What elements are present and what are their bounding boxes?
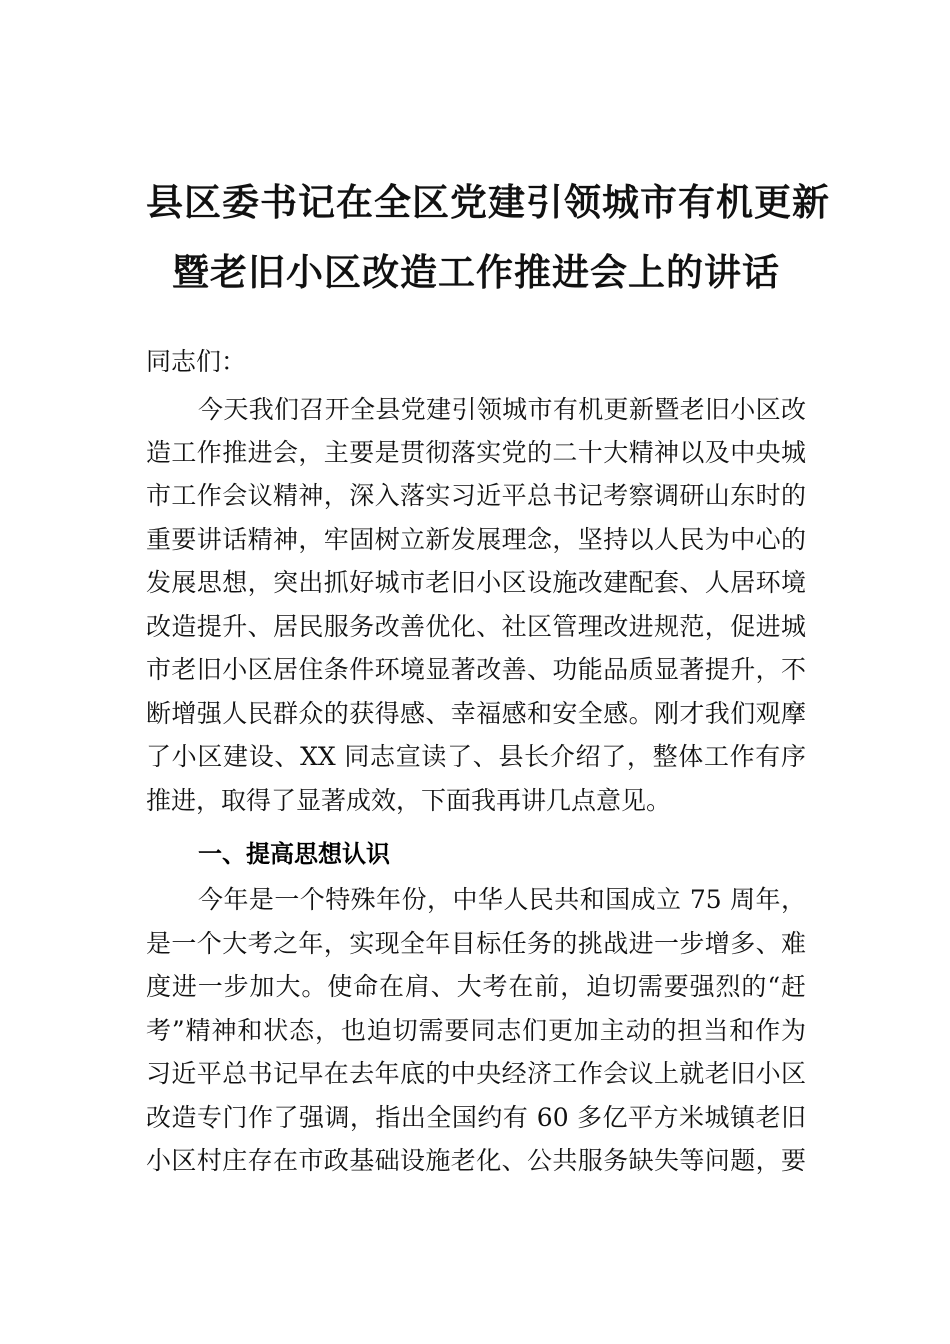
title-line-1: 县区委书记在全区党建引领城市有机更新 [146, 180, 830, 224]
paragraph-line: 度进一步加大。使命在肩、大考在前，迫切需要强烈的“赶 [146, 972, 806, 1001]
paragraph-line: 小区村庄存在市政基础设施老化、公共服务缺失等问题，要 [146, 1146, 806, 1175]
paragraph-line: 市老旧小区居住条件环境显著改善、功能品质显著提升，不 [146, 655, 806, 684]
paragraph-line: 习近平总书记早在去年底的中央经济工作会议上就老旧小区 [146, 1059, 806, 1088]
paragraph-line: 造工作推进会，主要是贯彻落实党的二十大精神以及中央城 [146, 438, 806, 467]
paragraph-line: 了小区建设、XX 同志宣读了、县长介绍了，整体工作有序 [146, 742, 806, 771]
salutation: 同志们： [146, 347, 247, 376]
paragraph-line: 断增强人民群众的获得感、幸福感和安全感。刚才我们观摩 [146, 699, 806, 728]
paragraph-line: 发展思想，突出抓好城市老旧小区设施改建配套、人居环境 [146, 568, 806, 597]
paragraph-line: 今年是一个特殊年份，中华人民共和国成立 75 周年， [198, 885, 806, 914]
paragraph-line: 考”精神和状态，也迫切需要同志们更加主动的担当和作为 [146, 1016, 806, 1045]
paragraph-line: 推进，取得了显著成效，下面我再讲几点意见。 [146, 786, 672, 815]
paragraph-line: 改造专门作了强调，指出全国约有 60 多亿平方米城镇老旧 [146, 1103, 806, 1132]
paragraph-line: 改造提升、居民服务改善优化、社区管理改进规范，促进城 [146, 612, 806, 641]
title-line-2: 暨老旧小区改造工作推进会上的讲话 [172, 250, 780, 294]
section-1-heading: 一、提高思想认识 [198, 840, 390, 868]
paragraph-line: 重要讲话精神，牢固树立新发展理念，坚持以人民为中心的 [146, 525, 806, 554]
paragraph-line: 市工作会议精神，深入落实习近平总书记考察调研山东时的 [146, 481, 806, 510]
paragraph-line: 是一个大考之年，实现全年目标任务的挑战进一步增多、难 [146, 929, 806, 958]
paragraph-line: 今天我们召开全县党建引领城市有机更新暨老旧小区改 [198, 395, 806, 424]
